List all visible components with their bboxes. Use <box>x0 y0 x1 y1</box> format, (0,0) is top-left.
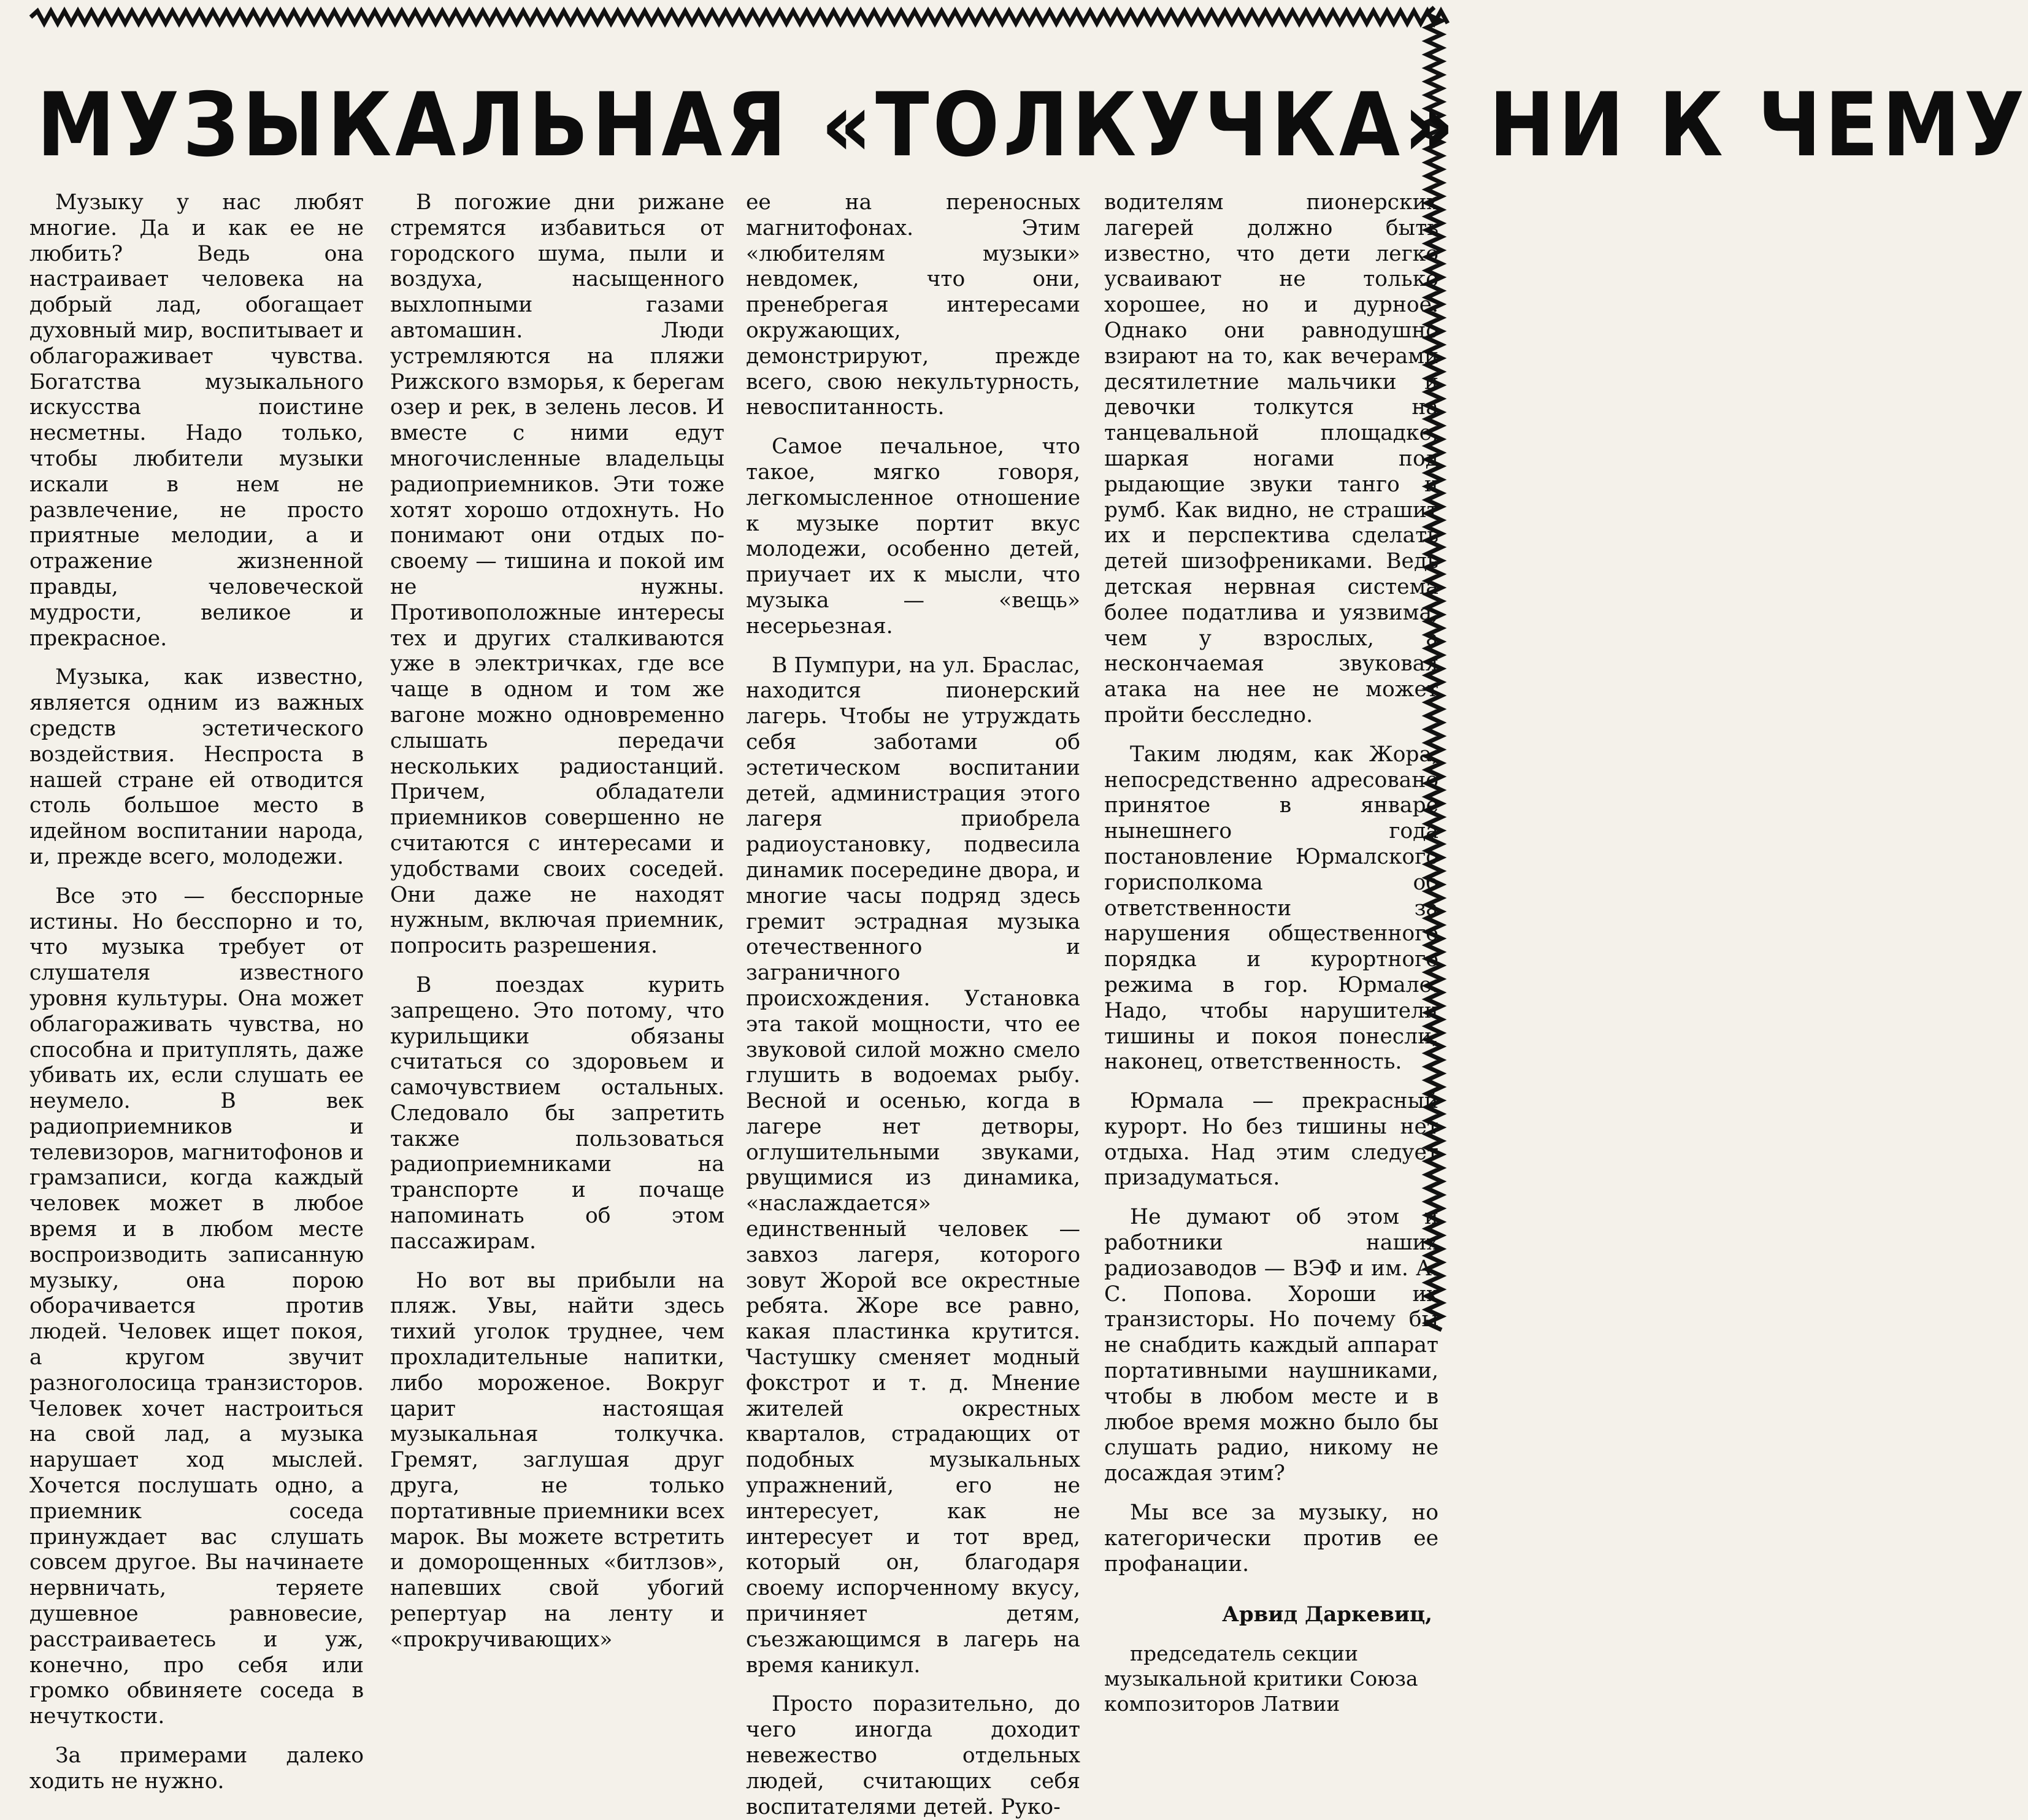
paragraph: Самое печальное, что такое, мягко говоря, легкомысленное отношение к музыке портит вкус молодежи, особенно детей, приучает их к мысли, что музыка — «вещь» несерьезная. <box>746 434 1080 639</box>
paragraph: Не думают об этом и работники наших радиозаводов — ВЭФ и им. А. С. Попова. Хороши их транзисторы. Но почему бы не снабдить каждый аппарат портативными наушниками, чтобы в любом месте и в любое время можно было бы слушать радио, никому не досаждая этим? <box>1104 1205 1438 1486</box>
paragraph: Просто поразительно, до чего иногда доходит невежество отдельных людей, считающих себя воспитателями детей. Руко- <box>746 1692 1080 1819</box>
paragraph: Юрмала — прекрасный курорт. Но без тишины нет отдыха. Над этим следует призадуматься. <box>1104 1089 1438 1191</box>
headline: МУЗЫКАЛЬНАЯ «ТОЛКУЧКА» НИ К ЧЕМУ <box>37 74 2028 177</box>
paragraph: Мы все за музыку, но категорически против ее профанации. <box>1104 1500 1438 1576</box>
paragraph: В Пумпури, на ул. Браслас, находится пионерский лагерь. Чтобы не утруждать себя заботами об эстетическом воспитании детей, администрация этого лагеря приобрела радиоустановку, подвесила динамик посередине двора, и многие часы подряд здесь гремит эстрадная музыка отечественного и заграничного происхождения. Установка эта такой мощности, что ее звуковой силой можно смело глушить в водоемах рыбу. Весной и осенью, когда в лагере нет детворы, оглушительными звуками, рвущимися из динамика, «наслаждается» единственный человек — завхоз лагеря, которого зовут Жорой все окрестные ребята. Жоре все равно, какая пластинка крутится. Частушку сменяет модный фокстрот и т. д. Мнение жителей окрестных кварталов, страдающих от подобных музыкальных упражнений, его не интересует, как не интересует и тот вред, который он, благодаря своему испорченному вкусу, причиняет детям, съезжающимся в лагерь на время каникул. <box>746 653 1080 1678</box>
paragraph: Музыку у нас любят многие. Да и как ее не любить? Ведь она настраивает человека на добрый лад, обогащает духовный мир, воспитывает и облагораживает чувства. Богатства музыкального искусства поистине несметны. Надо только, чтобы любители музыки искали в нем не развлечение, не просто приятные мелодии, а и отражение жизненной правды, человеческой мудрости, великое и прекрасное. <box>29 190 364 651</box>
paragraph: водителям пионерских лагерей должно быть известно, что дети легко усваивают не только хорошее, но и дурное. Однако они равнодушно взирают на то, как вечерами десятилетние мальчики и девочки толкутся на танцевальной площадке, шаркая ногами под рыдающие звуки танго и румб. Как видно, не страшит их и перспектива сделать детей шизофрениками. Ведь детская нервная система более податлива и уязвима, чем у взрослых, а нескончаемая звуковая атака на нее не может пройти бесследно. <box>1104 190 1438 728</box>
column-3 <box>746 190 1080 1819</box>
article-body <box>29 184 1438 1819</box>
author-title: председатель секции музыкальной критики Союза композиторов Латвии <box>1104 1641 1418 1716</box>
column-2 <box>390 190 724 1652</box>
paragraph: Все это — бесспорные истины. Но бесспорно и то, что музыка требует от слушателя известного уровня культуры. Она может облагораживать чувства, но способна и притуплять, даже убивать их, если слушать ее неумело. В век радиоприемников и телевизоров, магнитофонов и грамзаписи, когда каждый человек может в любое время и в любом месте воспроизводить записанную музыку, она порою оборачивается против людей. Человек ищет покоя, а кругом звучит разноголосица транзисторов. Человек хочет настроиться на свой лад, а музыка нарушает ход мыслей. Хочется послушать одно, а приемник соседа принуждает вас слушать совсем другое. Вы начинаете нервничать, теряете душевное равновесие, расстраиваетесь и уж, конечно, про себя или громко обвиняете соседа в нечуткости. <box>29 883 364 1729</box>
paragraph: ее на переносных магнитофонах. Этим «любителям музыки» невдомек, что они, пренебрегая интересами окружающих, демонстрируют, прежде всего, свою некультурность, невоспитанность. <box>746 190 1080 420</box>
paragraph: В поездах курить запрещено. Это потому, что курильщики обязаны считаться со здоровьем и самочувствием остальных. Следовало бы запретить также пользоваться радиоприемниками на транспорте и почаще напоминать об этом пассажирам. <box>390 972 724 1254</box>
author-name: Арвид Даркевиц, <box>1222 1602 1432 1627</box>
paragraph: За примерами далеко ходить не нужно. <box>29 1743 364 1794</box>
paragraph: В погожие дни рижане стремятся избавиться от городского шума, пыли и воздуха, насыщенного выхлопными газами автомашин. Люди устремляются на пляжи Рижского взморья, к берегам озер и рек, в зелень лесов. И вместе с ними едут многочисленные владельцы радиоприемников. Эти тоже хотят хорошо отдохнуть. Но понимают они отдых по-своему — тишина и покой им не нужны. Противоположные интересы тех и других сталкиваются уже в электричках, где все чаще в одном и том же вагоне можно одновременно слышать передачи нескольких радиостанций. Причем, обладатели приемников совершенно не считаются с интересами и удобствами своих соседей. Они даже не находят нужным, включая приемник, попросить разрешения. <box>390 190 724 959</box>
author-signature <box>1104 1602 1438 1716</box>
column-1 <box>29 190 364 1794</box>
paragraph: Таким людям, как Жора, непосредственно адресовано принятое в январе нынешнего года постановление Юрмалского горисполкома об ответственности за нарушения общественного порядка и курортного режима в гор. Юрмале. Надо, чтобы нарушители тишины и покоя понесли, наконец, ответственность. <box>1104 742 1438 1075</box>
paragraph: Музыка, как известно, является одним из важных средств эстетического воздействия. Неспроста в нашей стране ей отводится столь большое место в идейном воспитании народа, и, прежде всего, молодежи. <box>29 665 364 869</box>
top-zigzag-border <box>31 7 1442 27</box>
paragraph: Но вот вы прибыли на пляж. Увы, найти здесь тихий уголок труднее, чем прохладительные напитки, либо мороженое. Вокруг царит настоящая музыкальная толкучка. Гремят, заглушая друг друга, не только портативные приемники всех марок. Вы можете встретить и доморощенных «битлзов», напевших свой убогий репертуар на ленту и «прокручивающих» <box>390 1268 724 1652</box>
column-4 <box>1104 190 1438 1716</box>
